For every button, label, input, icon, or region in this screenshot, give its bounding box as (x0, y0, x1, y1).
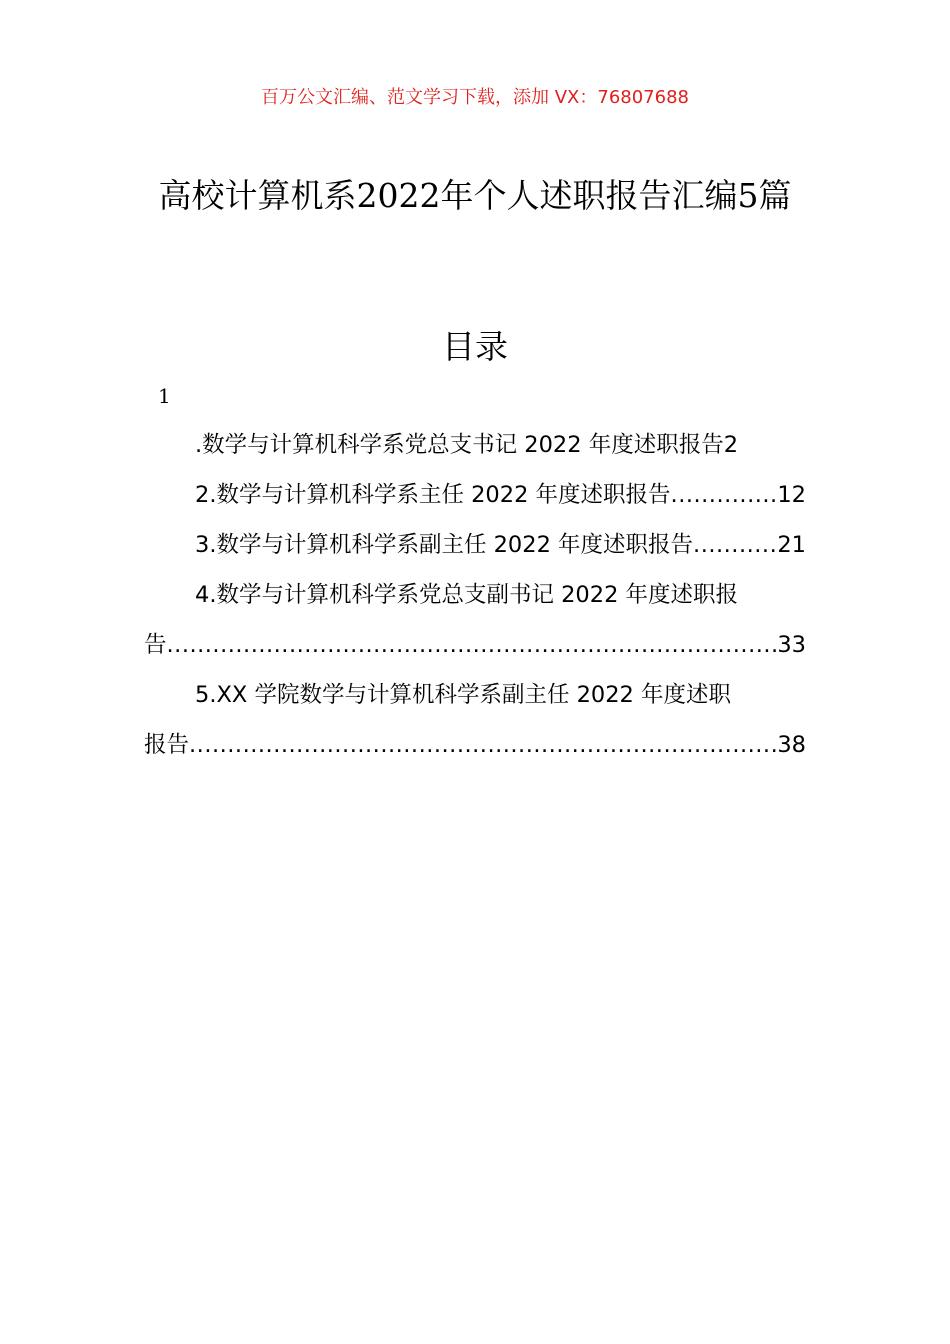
toc-entry-leader (693, 520, 777, 570)
toc-entry-leader (189, 720, 777, 770)
toc-heading: 目录 (442, 327, 508, 366)
toc-entry-title-line1: 4.数学与计算机科学系党总支副书记 2022 年度述职报 (195, 582, 739, 608)
toc-entry-page: 33 (777, 632, 806, 658)
toc-entry-3[interactable] (144, 520, 806, 570)
document-title: 高校计算机系2022年个人述职报告汇编5篇 (158, 176, 792, 215)
table-of-contents (144, 420, 806, 770)
toc-entry-page: 12 (777, 482, 806, 508)
toc-entry-leader (671, 470, 778, 520)
toc-entry-title-line1: 5.XX 学院数学与计算机科学系副主任 2022 年度述职 (195, 682, 732, 708)
toc-entry-title-line2: 报告 (144, 732, 190, 758)
toc-entry-title: 2.数学与计算机科学系主任 2022 年度述职报告 (195, 482, 671, 508)
toc-entry-5[interactable] (144, 670, 806, 770)
toc-entry-page: 38 (777, 732, 806, 758)
toc-entry-title-line2: 告 (144, 632, 167, 658)
toc-entry-title: .数学与计算机科学系党总支书记 2022 年度述职报告 (195, 432, 724, 458)
watermark-note (0, 84, 950, 112)
stray-number: 1 (158, 384, 171, 408)
toc-entry-2[interactable] (144, 470, 806, 520)
toc-entry-4[interactable] (144, 570, 806, 670)
toc-entry-leader (167, 620, 778, 670)
toc-entry-title: 3.数学与计算机科学系副主任 2022 年度述职报告 (195, 532, 694, 558)
watermark-note-text: 百万公文汇编、范文学习下载，添加 VX：76807688 (261, 87, 689, 108)
toc-entry-page: 2 (723, 432, 739, 458)
toc-entry-page: 21 (777, 532, 806, 558)
toc-entry-1[interactable] (144, 420, 806, 470)
